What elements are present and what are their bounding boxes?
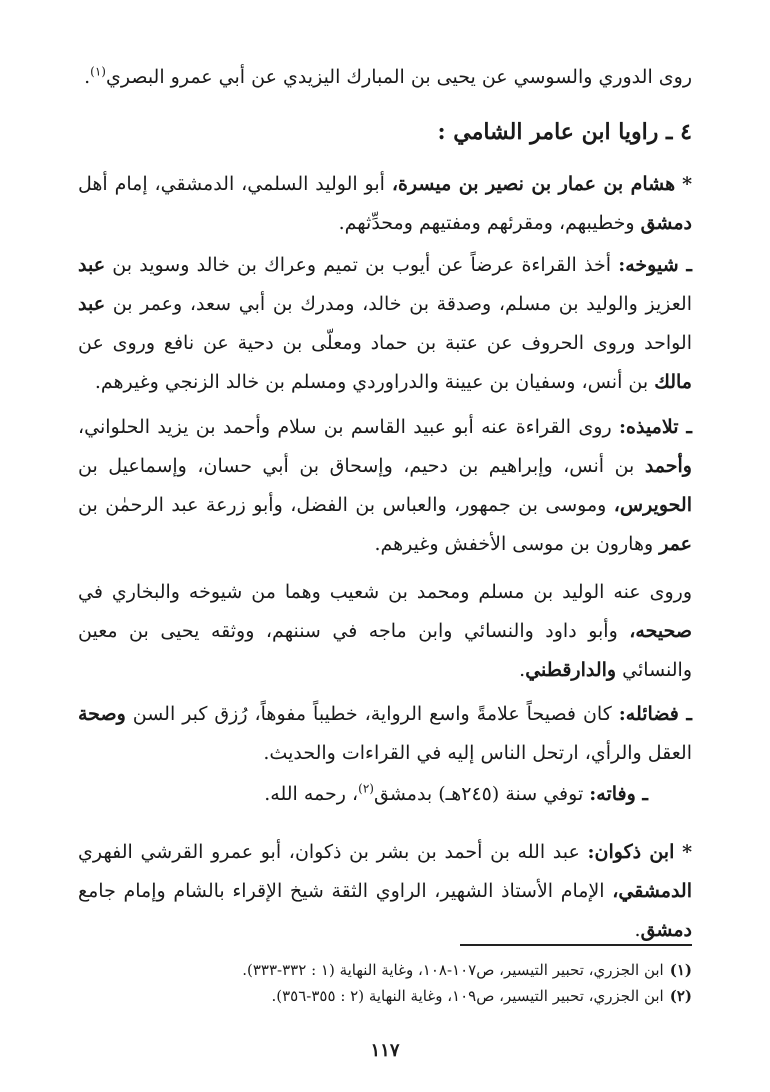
talamidh-bold-1: وأحمد [644,455,692,477]
shuyukh-label: ـ شيوخه: [618,254,692,276]
fadail-text-2: العقل والرأي، ارتحل الناس إليه في القراءات والحديث. [263,742,692,764]
wafat-indent [648,783,692,805]
hisham-text-1: أبو الوليد السلمي، الدمشقي، إمام أهل [78,173,392,195]
shuyukh-text-3: الواحد وروى الحروف عن عتبة بن حماد ومعلّى بن دحية عن نافع وروى عن [78,332,692,354]
hisham-text-2: وخطيبهم، ومقرئهم ومفتيهم ومحدِّثهم. [338,212,641,234]
wafat-text-2: ، رحمه الله. [264,783,359,805]
dhakwan-text-1: عبد الله بن أحمد بن بشر بن ذكوان، أبو عمرو القرشي الفهري [78,841,588,863]
talamidh-label: ـ تلاميذه: [619,416,692,438]
dhakwan-paragraph [78,833,692,950]
talamidh-text-3: وموسى بن جمهور، والعباس بن الفضل، وأبو زرعة عبد الرحمٰن بن [78,494,614,516]
talamidh-paragraph [78,408,692,564]
dhakwan-bold-1: الدمشقي، [612,880,692,902]
fadail-bold-1: وصحة [78,703,126,725]
footnote-number: (١) [669,961,692,979]
shuyukh-paragraph [78,246,692,402]
intro-end: . [84,66,91,88]
rawa-paragraph [78,573,692,690]
hisham-paragraph [78,165,692,243]
dhakwan-name: ابن ذكوان: [587,841,675,863]
section-heading: ٤ ـ راويا ابن عامر الشامي : [437,119,692,145]
wafat-text-1: توفي سنة (٢٤٥هـ) بدمشق [373,783,590,805]
shuyukh-bold-1: عبد [78,254,106,276]
fadail-text-1: كان فصيحاً علامةً واسع الرواية، خطيباً مفوهاً، رُزق كبر السن [125,703,619,725]
shuyukh-bold-3: مالك [654,371,692,393]
rawa-text-2: وأبو داود والنسائي وابن ماجه في سننهم، ووثقه يحيى بن معين والنسائي [78,620,692,681]
shuyukh-text-2: العزيز والوليد بن مسلم، وصدقة بن خالد، ومدرك بن أبي سعد، وعمر بن [105,293,692,315]
talamidh-text-4: وهارون بن موسى الأخفش وغيرهم. [374,533,660,555]
footnote-text: ابن الجزري، تحبير التيسير، ص١٠٩، وغاية النهاية (٢ : ٣٥٥-٣٥٦). [271,987,664,1005]
dhakwan-text-3: . [634,919,641,941]
footnote-divider [460,944,692,946]
talamidh-text-2: بن أنس، وإبراهيم بن دحيم، وإسحاق بن أبي حسان، وإسماعيل بن [78,455,645,477]
dhakwan-bold-2: دمشق [640,919,692,941]
wafat-paragraph [78,775,692,814]
footnote-ref-2[interactable]: (٢) [358,781,374,796]
intro-text: روى الدوري والسوسي عن يحيى بن المبارك اليزيدي عن أبي عمرو البصري [105,66,692,88]
talamidh-text-1: روى القراءة عنه أبو عبيد القاسم بن سلام وأحمد بن يزيد الحلواني، [78,416,619,438]
shuyukh-bold-2: عبد [78,293,106,315]
footnote-text: ابن الجزري، تحبير التيسير، ص١٠٧-١٠٨، وغاية النهاية (١ : ٣٣٢-٣٣٣). [242,961,664,979]
star-marker: * [682,173,692,195]
fadail-label: ـ فضائله: [618,703,692,725]
rawa-text-1: وروى عنه الوليد بن مسلم ومحمد بن شعيب وهما من شيوخه والبخاري في [78,581,692,603]
footnote-number: (٢) [669,987,692,1005]
star-marker: * [682,841,692,863]
talamidh-bold-2: الحويرس، [613,494,692,516]
wafat-label: ـ وفاته: [589,783,648,805]
footnote-1 [78,958,692,982]
fadail-paragraph [78,695,692,773]
rawa-text-3: . [519,659,526,681]
footnote-ref-1[interactable]: (١) [90,64,106,79]
dhakwan-text-2: الإمام الأستاذ الشهير، الراوي الثقة شيخ الإقراء بالشام وإمام جامع [78,880,613,902]
talamidh-bold-3: عمر [659,533,692,555]
shuyukh-text-1: أخذ القراءة عرضاً عن أيوب بن تميم وعراك بن خالد وسويد بن [105,254,619,276]
rawa-bold-1: صحيحه، [629,620,692,642]
hisham-bold-1: دمشق [640,212,692,234]
footnote-2 [78,984,692,1008]
page-number: ١١٧ [370,1040,400,1061]
hisham-name: هشام بن عمار بن نصير بن ميسرة، [391,173,676,195]
rawa-bold-2: والدارقطني [525,659,617,681]
intro-paragraph [78,58,692,97]
shuyukh-text-4: بن أنس، وسفيان بن عيينة والدراوردي ومسلم بن خالد الزنجي وغيرهم. [94,371,655,393]
